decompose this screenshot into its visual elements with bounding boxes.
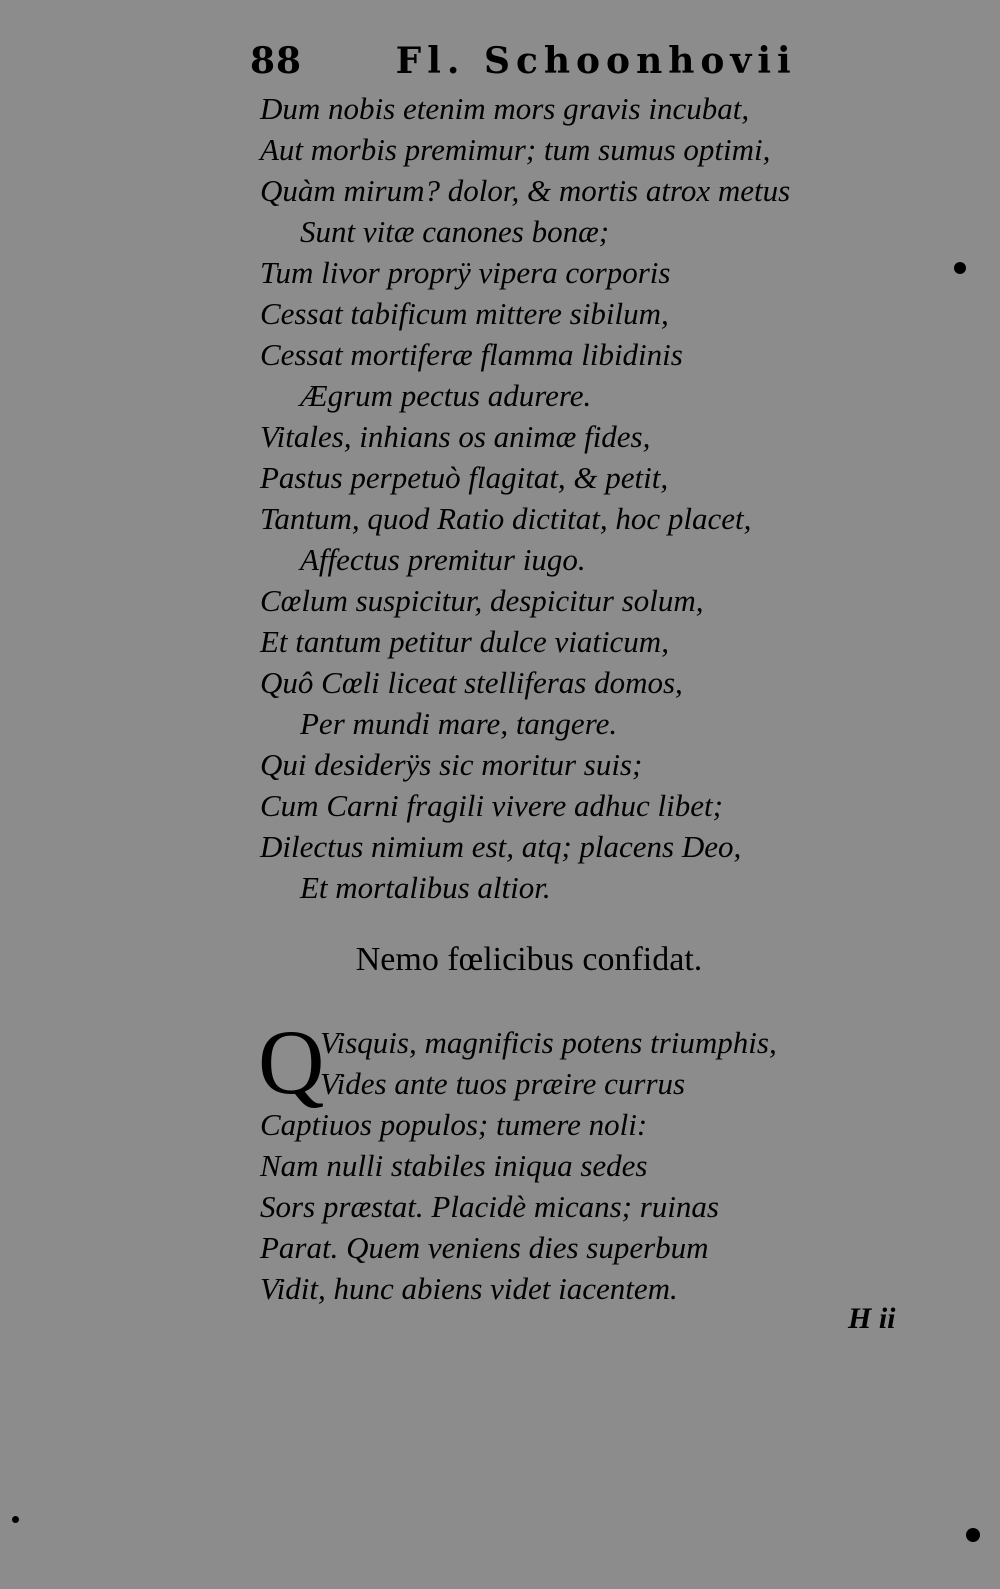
verse-line: Dilectus nimium est, atq; placens Deo, xyxy=(260,829,742,864)
page-header xyxy=(250,40,797,82)
verse-line-indented: Et mortalibus altior. xyxy=(300,870,551,905)
verse-line: Pastus perpetuò flagitat, & petit, xyxy=(260,460,669,495)
verse-line-indented: Sunt vitæ canones bonæ; xyxy=(300,214,610,249)
ink-speck xyxy=(954,262,966,274)
poem-2 xyxy=(0,1022,777,1309)
verse-line: Aut morbis premimur; tum sumus optimi, xyxy=(260,132,771,167)
verse-line-indented: Per mundi mare, tangere. xyxy=(300,706,618,741)
verse-line: Captiuos populos; tumere noli: xyxy=(260,1107,648,1142)
verse-line: Et tantum petitur dulce viaticum, xyxy=(260,624,669,659)
verse-line: Cum Carni fragili vivere adhuc libet; xyxy=(260,788,723,823)
running-title: Fl. Schoonhovii xyxy=(395,40,797,82)
ink-speck xyxy=(966,1528,980,1542)
section-title: Nemo fœlicibus confidat. xyxy=(355,941,703,978)
verse-line: Cessat mortiferæ flamma libidinis xyxy=(260,337,683,372)
verse-line-indented: Affectus premitur iugo. xyxy=(300,542,586,577)
verse-line: Tum livor proprÿ vipera corporis xyxy=(260,255,671,290)
verse-line: Nam nulli stabiles iniqua sedes xyxy=(260,1148,648,1183)
verse-line: Qui desiderÿs sic moritur suis; xyxy=(260,747,643,782)
verse-line: Tantum, quod Ratio dictitat, hoc placet, xyxy=(260,501,752,536)
verse-line: Vitales, inhians os animæ fides, xyxy=(260,419,651,454)
verse-line: Vidit, hunc abiens videt iacentem. xyxy=(260,1271,678,1306)
verse-line: Cessat tabificum mittere sibilum, xyxy=(260,296,669,331)
verse-line: Quô Cœli liceat stelliferas domos, xyxy=(260,665,683,700)
drop-cap: Q xyxy=(258,1011,325,1113)
verse-line: Vides ante tuos præire currus xyxy=(320,1066,686,1101)
verse-line: Parat. Quem veniens dies superbum xyxy=(260,1230,709,1265)
ink-speck xyxy=(12,1516,19,1523)
verse-line: Quàm mirum? dolor, & mortis atrox metus xyxy=(260,173,791,208)
verse-line: Dum nobis etenim mors gravis incubat, xyxy=(260,91,750,126)
poem-1 xyxy=(0,88,790,908)
verse-line: Sors præstat. Placidè micans; ruinas xyxy=(260,1189,719,1224)
verse-line: Visquis, magnificis potens triumphis, xyxy=(320,1025,777,1060)
page-number: 88 xyxy=(250,40,303,82)
verse-line-indented: Ægrum pectus adurere. xyxy=(300,378,592,413)
catchword: H ii xyxy=(848,1302,896,1335)
verse-line: Cœlum suspicitur, despicitur solum, xyxy=(260,583,704,618)
